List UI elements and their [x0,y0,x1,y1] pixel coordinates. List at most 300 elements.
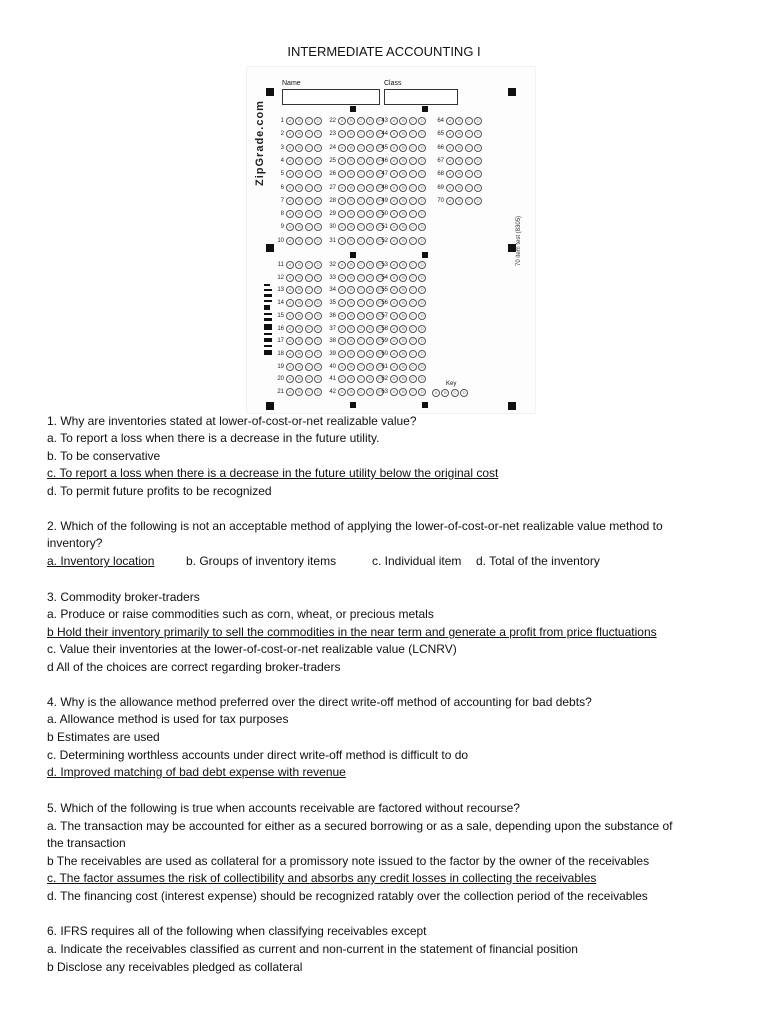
answer-bubble: D [314,197,322,205]
answer-bubble: C [409,350,417,358]
answer-row [374,183,428,193]
answer-bubble: D [366,144,374,152]
answer-bubble: D [314,350,322,358]
answer-bubble: C [305,325,313,333]
answer-bubble: D [418,157,426,165]
answer-bubble: B [455,117,463,125]
answer-bubble: A [446,170,454,178]
answer-bubble: C [305,388,313,396]
answer-row-number: 41 [329,376,336,383]
answer-row [374,143,428,153]
answer-row [430,183,484,193]
answer-row-number: 66 [437,144,444,151]
answer-bubble: D [314,223,322,231]
key-bubbles [432,388,470,398]
q5-option-a-line1: a. The transaction may be accounted for either as a secured borrowing or as a sale, depending upon the substance of [47,819,673,833]
item-count-text: 70 item test (8305) [516,215,522,266]
answer-bubble: B [399,261,407,269]
answer-bubble: C [409,223,417,231]
answer-bubble: A [390,274,398,282]
answer-bubble: C [305,237,313,245]
answer-row-number: 62 [381,376,388,383]
answer-row [374,222,428,232]
answer-bubble: B [295,299,303,307]
answer-row [270,236,324,246]
answer-bubble: A [286,197,294,205]
answer-row-number: 21 [277,389,284,395]
answer-bubble: D [314,130,322,138]
answer-bubble: D [474,157,482,165]
answer-bubble: D [418,375,426,383]
answer-bubble: B [295,157,303,165]
answer-bubble: D [366,350,374,358]
answer-row-number: 26 [329,171,336,178]
answer-bubble: A [338,337,346,345]
answer-bubble: C [305,170,313,178]
answer-bubble: D [314,157,322,165]
answer-bubble: D [366,299,374,307]
answer-bubble: B [347,363,355,371]
answer-bubble: C [465,157,473,165]
answer-bubble: C [465,170,473,178]
answer-bubble: B [347,325,355,333]
answer-row-number: 50 [381,211,388,218]
answer-bubble: B [399,325,407,333]
answer-bubble: D [418,261,426,269]
answer-bubble: C [357,237,365,245]
answer-bubble: B [295,223,303,231]
answer-row-number: 11 [277,262,284,268]
answer-row-number: 36 [329,312,336,319]
answer-bubble: B [399,197,407,205]
fiducial-mark [508,402,516,410]
q6-option-a: a. Indicate the receivables classified as current and non-current in the statement of financial position [47,942,578,956]
name-label: Name [282,80,301,87]
q5-option-c-answer: c. The factor assumes the risk of collectibility and absorbs any credit losses in collecting the receivables [47,871,597,885]
answer-bubble: B [399,184,407,192]
answer-row-number: 45 [381,144,388,151]
answer-bubble: A [286,210,294,218]
fiducial-mark [422,252,428,258]
answer-bubble: D [418,299,426,307]
answer-bubble: D [418,130,426,138]
answer-row-number: 47 [381,171,388,178]
answer-bubble: A [390,197,398,205]
fiducial-mark [422,106,428,112]
answer-row-number: 20 [277,376,284,383]
answer-bubble: A [286,157,294,165]
answer-row-number: 61 [381,363,388,370]
answer-bubble: D [366,388,374,396]
answer-bubble: A [446,184,454,192]
answer-bubble: E [376,299,384,307]
answer-bubble: A [286,184,294,192]
answer-row [270,196,324,206]
answer-bubble: A [338,375,346,383]
answer-row [374,324,428,334]
answer-row-number: 8 [280,211,284,218]
q3-option-b-answer: b Hold their inventory primarily to sell the commodities in the near term and generate a profit from price fluctuations [47,625,657,639]
answer-row-number: 53 [381,262,388,268]
answer-row [430,169,484,179]
answer-bubble: D [474,130,482,138]
answer-bubble: B [399,170,407,178]
answer-bubble: B [295,274,303,282]
answer-row [430,116,484,126]
answer-row [374,374,428,384]
answer-bubble: D [314,274,322,282]
answer-row-number: 24 [329,144,336,151]
fiducial-mark [350,252,356,258]
answer-bubble: A [390,363,398,371]
answer-row-number: 19 [277,363,284,370]
answer-row-number: 40 [329,363,336,370]
answer-bubble: C [409,363,417,371]
answer-bubble: C [409,130,417,138]
answer-bubble: A [286,170,294,178]
answer-bubble: A [286,223,294,231]
answer-bubble: B [455,157,463,165]
answer-row-number: 5 [280,171,284,178]
answer-row [374,298,428,308]
answer-row-number: 56 [381,300,388,307]
answer-bubble: A [338,197,346,205]
answer-bubble: A [286,375,294,383]
answer-bubble: C [305,286,313,294]
answer-row [374,116,428,126]
answer-bubble: A [390,286,398,294]
answer-bubble: D [314,299,322,307]
answer-bubble: D [474,117,482,125]
answer-row-number: 14 [277,300,284,307]
answer-bubble: E [376,388,384,396]
answer-bubble: B [295,286,303,294]
answer-row-number: 42 [329,389,336,395]
answer-bubble: A [390,375,398,383]
answer-bubble: A [286,388,294,396]
answer-bubble: E [376,144,384,152]
answer-bubble: C [465,117,473,125]
answer-row-number: 32 [329,262,336,268]
q5-option-a-line2: the transaction [47,836,126,850]
answer-bubble: B [399,388,407,396]
answer-row-number: 35 [329,300,336,307]
answer-bubble: C [305,274,313,282]
answer-row [374,236,428,246]
answer-bubble: C [465,144,473,152]
answer-bubble: A [390,157,398,165]
answer-bubble: D [314,184,322,192]
answer-bubble: C [357,184,365,192]
key-bubble: B [441,389,449,397]
key-bubble: C [451,389,459,397]
answer-row-number: 30 [329,224,336,231]
answer-bubble: A [390,117,398,125]
answer-bubble: E [376,350,384,358]
answer-bubble: D [314,117,322,125]
answer-bubble: C [305,375,313,383]
answer-bubble: D [418,184,426,192]
answer-row-number: 12 [277,274,284,281]
fiducial-mark [350,106,356,112]
answer-row-number: 28 [329,197,336,204]
answer-bubble: C [409,184,417,192]
zipgrade-brand: ZipGrade.com [254,100,266,186]
q1-option-d: d. To permit future profits to be recognized [47,484,272,498]
answer-bubble: C [305,312,313,320]
answer-bubble: E [376,130,384,138]
answer-bubble: B [295,170,303,178]
answer-row-number: 69 [437,184,444,191]
answer-bubble: A [286,312,294,320]
answer-row [270,116,324,126]
answer-bubble: A [286,350,294,358]
answer-bubble: D [418,312,426,320]
answer-bubble: D [314,363,322,371]
answer-row-number: 33 [329,274,336,281]
answer-bubble: D [366,337,374,345]
answer-bubble: B [399,337,407,345]
answer-row-number: 9 [280,224,284,231]
answer-bubble: B [347,144,355,152]
answer-bubble: C [409,157,417,165]
answer-bubble: A [286,325,294,333]
q1-option-a: a. To report a loss when there is a decrease in the future utility. [47,431,380,445]
answer-row [430,143,484,153]
answer-row-number: 58 [381,325,388,332]
answer-bubble: C [357,144,365,152]
answer-row [374,336,428,346]
answer-row-number: 49 [381,197,388,204]
q1-option-c-answer: c. To report a loss when there is a decrease in the future utility below the original cost [47,466,499,480]
answer-bubble: D [366,197,374,205]
answer-bubble: B [347,388,355,396]
answer-bubble: A [338,274,346,282]
answer-bubble: A [338,350,346,358]
answer-row [270,260,324,270]
answer-row-number: 6 [280,184,284,191]
answer-bubble: B [295,363,303,371]
answer-bubble: C [357,170,365,178]
q2-stem-line2: inventory? [47,536,103,550]
answer-bubble: A [338,286,346,294]
answer-bubble: D [418,117,426,125]
answer-bubble: D [418,210,426,218]
q4-option-a: a. Allowance method is used for tax purposes [47,712,289,726]
answer-bubble: D [418,274,426,282]
fiducial-mark [422,402,428,408]
answer-row [270,129,324,139]
q1-stem: 1. Why are inventories stated at lower-of-cost-or-net realizable value? [47,414,417,428]
q4-stem: 4. Why is the allowance method preferred over the direct write-off method of accounting for bad debts? [47,695,592,709]
answer-bubble: D [418,363,426,371]
answer-row-number: 51 [381,224,388,231]
answer-bubble: A [338,261,346,269]
answer-bubble: C [357,117,365,125]
answer-bubble: A [338,325,346,333]
answer-bubble: C [409,144,417,152]
q3-option-d: d All of the choices are correct regarding broker-traders [47,660,341,674]
q3-option-a: a. Produce or raise commodities such as corn, wheat, or precious metals [47,607,434,621]
answer-row [374,169,428,179]
answer-bubble: B [347,337,355,345]
answer-row-number: 25 [329,157,336,164]
answer-row [374,129,428,139]
answer-row-number: 43 [381,118,388,124]
answer-bubble: C [357,197,365,205]
answer-bubble: D [418,170,426,178]
answer-bubble: D [418,388,426,396]
answer-bubble: D [418,144,426,152]
answer-bubble: C [409,261,417,269]
answer-bubble: C [409,325,417,333]
answer-bubble: C [409,312,417,320]
answer-bubble: B [347,375,355,383]
answer-bubble: A [390,337,398,345]
answer-bubble: A [390,130,398,138]
answer-row [270,209,324,219]
answer-bubble: B [347,350,355,358]
answer-bubble: B [399,157,407,165]
answer-bubble: B [295,197,303,205]
answer-row [374,362,428,372]
answer-bubble: D [418,237,426,245]
answer-row [270,298,324,308]
answer-bubble: D [366,210,374,218]
answer-bubble: C [305,184,313,192]
answer-bubble: B [399,144,407,152]
answer-bubble: A [390,299,398,307]
answer-bubble: B [295,184,303,192]
answer-row [270,349,324,359]
answer-bubble: A [286,274,294,282]
fiducial-mark [266,402,274,410]
answer-bubble: D [418,337,426,345]
answer-bubble: D [314,312,322,320]
answer-row [270,273,324,283]
answer-row-number: 59 [381,338,388,345]
answer-bubble: A [390,210,398,218]
answer-bubble: D [474,144,482,152]
answer-bubble: B [399,363,407,371]
answer-row [270,387,324,397]
q6-option-b: b Disclose any receivables pledged as collateral [47,960,303,974]
answer-bubble: C [357,210,365,218]
answer-bubble: D [366,170,374,178]
answer-bubble: C [305,363,313,371]
answer-bubble: C [409,286,417,294]
answer-row-number: 10 [277,237,284,244]
answer-bubble: E [376,325,384,333]
answer-row-number: 17 [277,338,284,345]
q4-option-c: c. Determining worthless accounts under direct write-off method is difficult to do [47,748,469,762]
answer-row-number: 46 [381,157,388,164]
answer-bubble: A [338,223,346,231]
answer-bubble: D [474,170,482,178]
answer-row [270,362,324,372]
answer-row-number: 37 [329,325,336,332]
answer-bubble: A [286,286,294,294]
answer-bubble: A [338,144,346,152]
answer-row-number: 63 [381,389,388,395]
fiducial-mark [508,88,516,96]
answer-bubble: D [314,325,322,333]
answer-bubble: C [357,261,365,269]
answer-bubble: D [366,117,374,125]
answer-bubble: D [366,363,374,371]
answer-bubble: C [357,337,365,345]
answer-bubble: D [366,130,374,138]
answer-bubble: A [338,170,346,178]
class-label: Class [384,80,402,87]
answer-bubble: C [409,117,417,125]
answer-bubble: B [347,170,355,178]
answer-bubble: B [399,274,407,282]
q5-option-b: b The receivables are used as collateral for a promissory note issued to the factor by the owner of the receivables [47,854,650,868]
q3-option-c: c. Value their inventories at the lower-of-cost-or-net realizable value (LCNRV) [47,642,457,656]
answer-row [270,169,324,179]
answer-bubble: C [357,325,365,333]
answer-bubble: B [399,117,407,125]
answer-bubble: B [295,237,303,245]
answer-bubble: C [357,312,365,320]
answer-row-number: 29 [329,211,336,218]
answer-bubble: C [465,130,473,138]
answer-bubble: E [376,117,384,125]
answer-bubble: C [357,130,365,138]
class-field [384,89,458,105]
answer-bubble: E [376,197,384,205]
answer-bubble: D [366,237,374,245]
answer-bubble: A [286,130,294,138]
answer-row [430,129,484,139]
answer-bubble: E [376,363,384,371]
q1-option-b: b. To be conservative [47,449,161,463]
answer-row-number: 18 [277,350,284,357]
answer-row-number: 34 [329,287,336,294]
answer-row-number: 22 [329,118,336,124]
answer-bubble: D [314,388,322,396]
answer-bubble: B [347,261,355,269]
answer-row-number: 70 [437,197,444,204]
answer-bubble: D [314,261,322,269]
answer-bubble: B [347,237,355,245]
answer-bubble: A [286,299,294,307]
answer-bubble: D [366,223,374,231]
answer-bubble: E [376,312,384,320]
q2-stem-line1: 2. Which of the following is not an acceptable method of applying the lower-of-cost-or-net realizable value method to [47,519,663,533]
answer-bubble: B [347,197,355,205]
answer-bubble: E [376,337,384,345]
answer-bubble: C [357,299,365,307]
answer-bubble: A [390,312,398,320]
answer-bubble: B [455,144,463,152]
answer-bubble: C [305,299,313,307]
answer-bubble: B [399,312,407,320]
answer-bubble: B [347,312,355,320]
answer-bubble: A [286,363,294,371]
answer-bubble: D [366,274,374,282]
answer-bubble: A [286,117,294,125]
answer-bubble: D [314,210,322,218]
answer-bubble: B [295,261,303,269]
answer-row [270,222,324,232]
answer-bubble: C [409,170,417,178]
answer-bubble: B [295,210,303,218]
answer-row-number: 54 [381,274,388,281]
answer-bubble: B [399,299,407,307]
q5-stem: 5. Which of the following is true when accounts receivable are factored without recourse? [47,801,520,815]
